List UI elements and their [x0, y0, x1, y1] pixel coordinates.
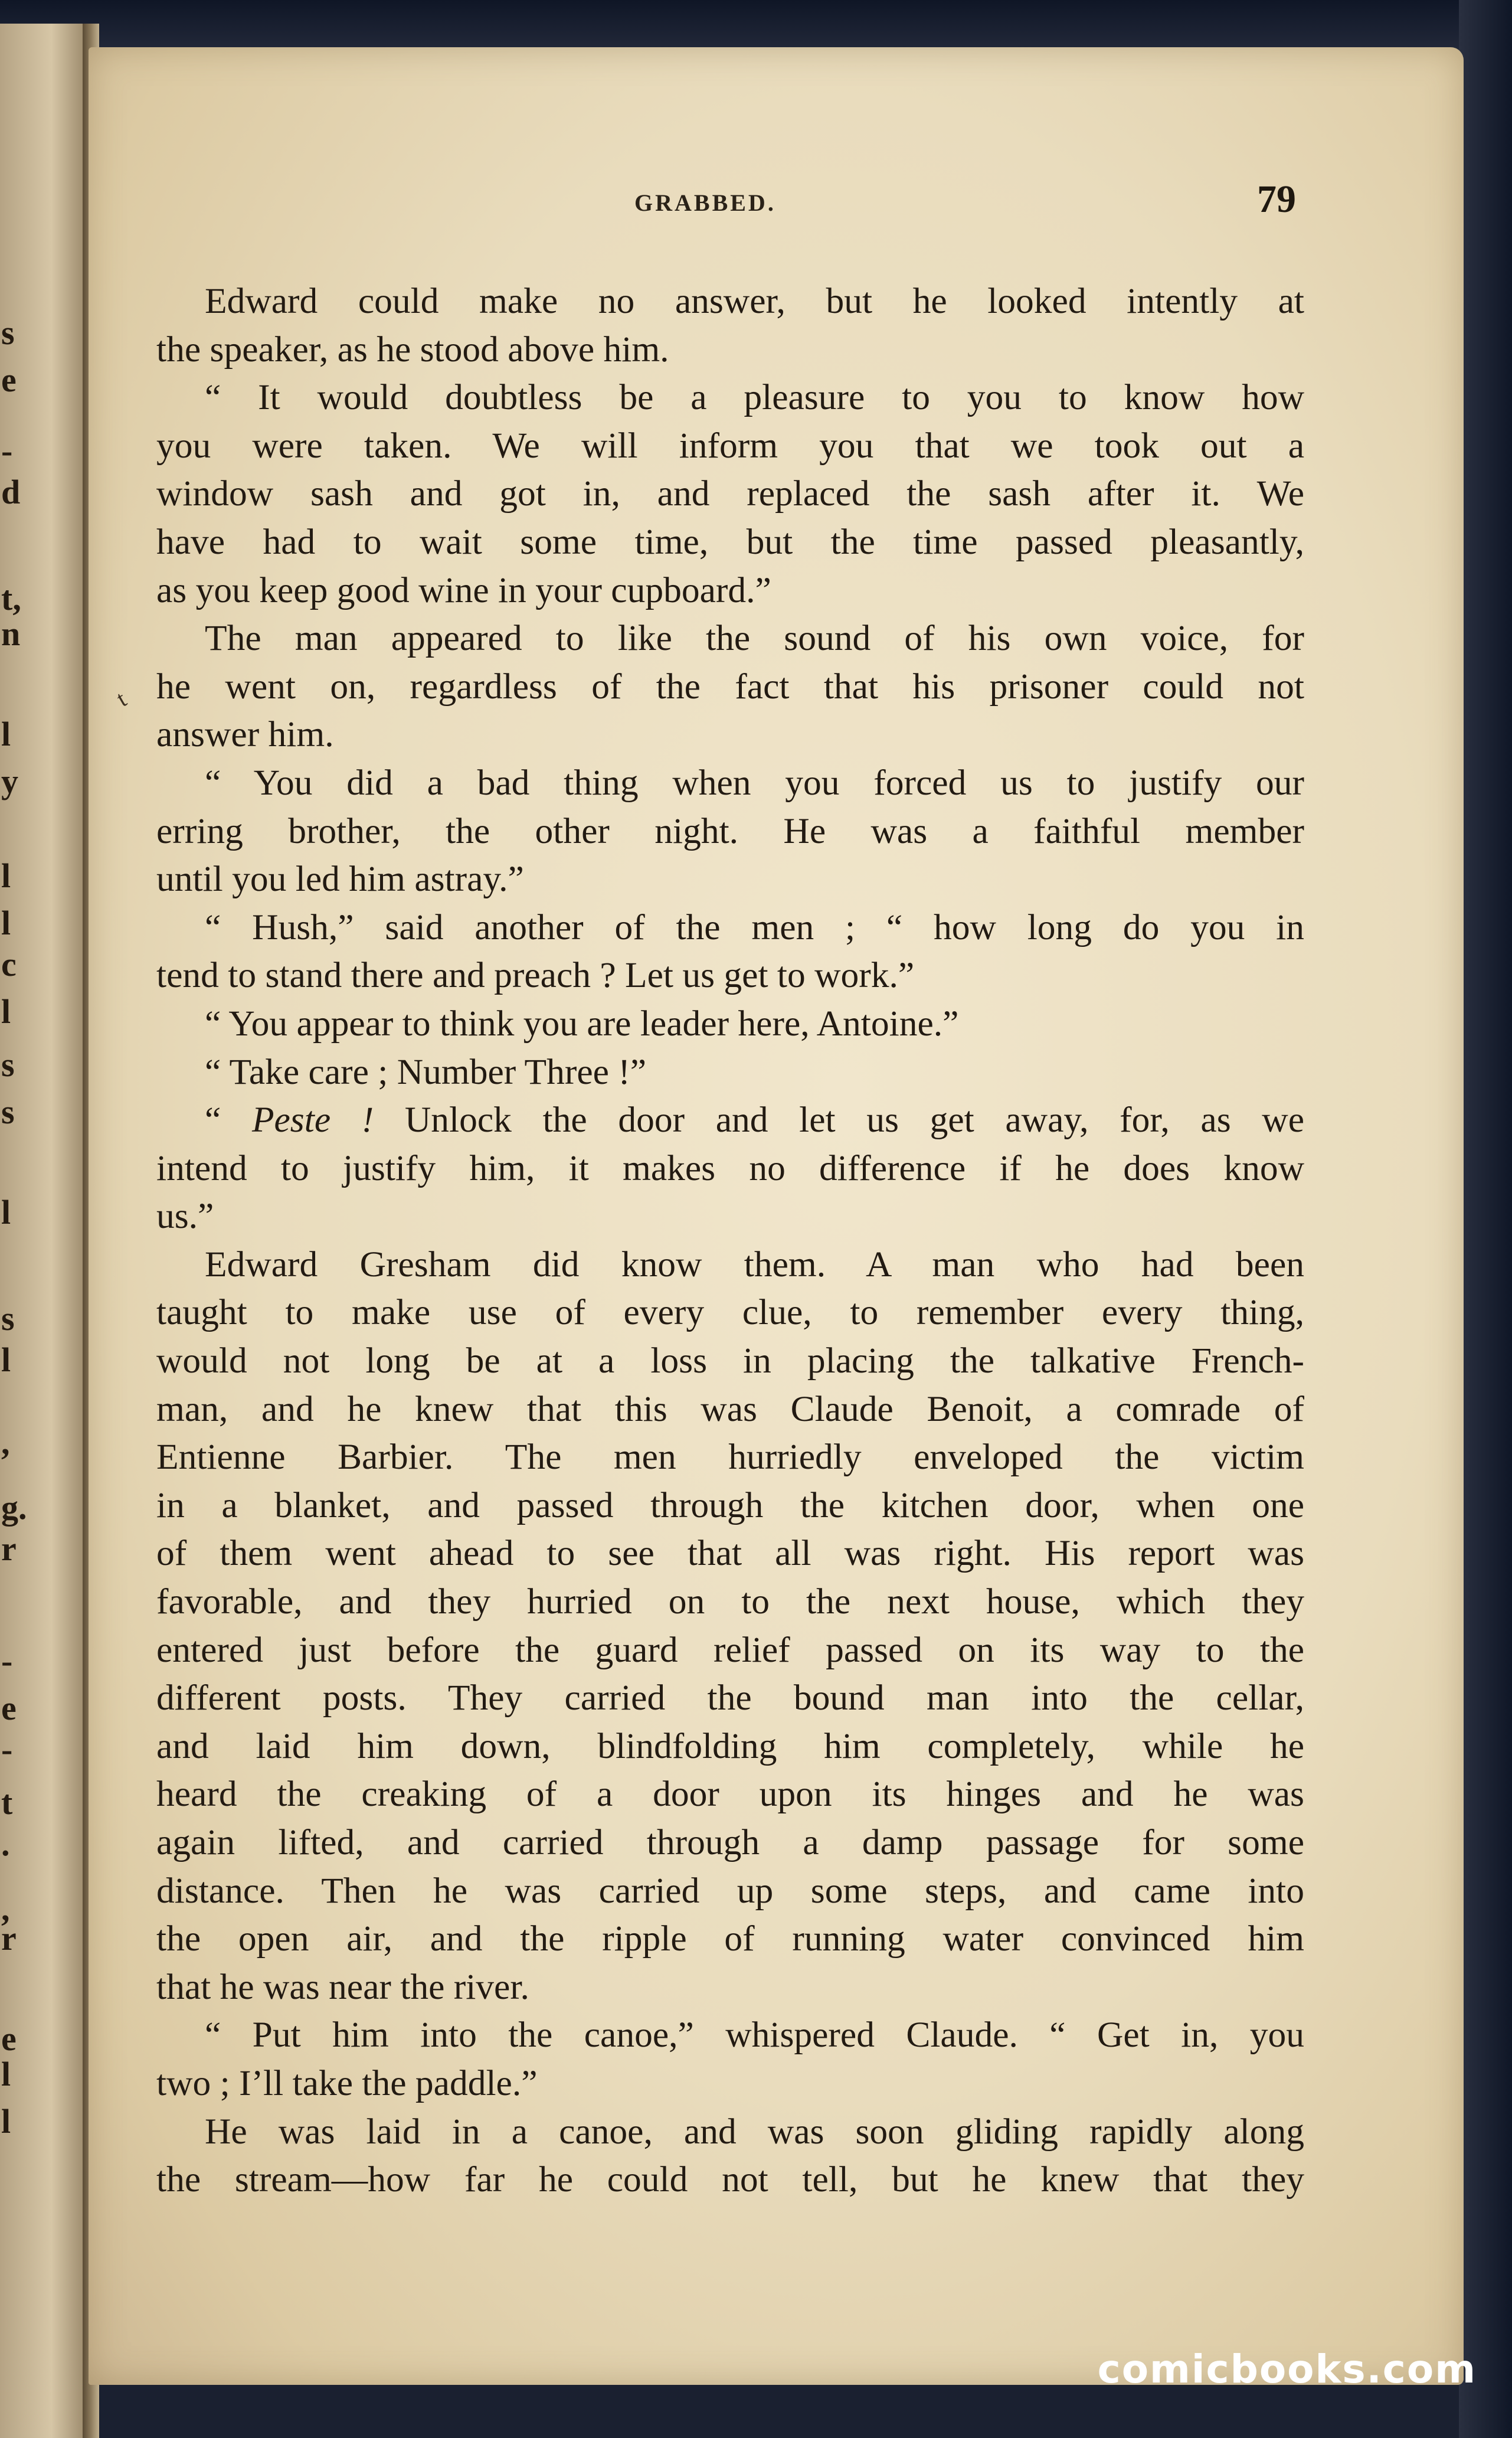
previous-page-fragment: s [1, 1093, 15, 1131]
previous-page-fragment: c [1, 945, 17, 983]
page-number: 79 [1257, 178, 1296, 221]
text-line: answer him. [156, 714, 334, 755]
previous-page-fragment: l [1, 1341, 11, 1379]
book-page [89, 47, 1464, 2385]
previous-page-fragment: - [1, 432, 13, 470]
text-line: intend to justify him, it makes no difference if he does know [156, 1148, 1304, 1188]
previous-page-fragment: l [1, 904, 11, 942]
previous-page-fragment: r [1, 1919, 17, 1957]
previous-page-fragment: - [1, 1730, 13, 1769]
previous-page-fragment: l [1, 992, 11, 1031]
text-line: He was laid in a canoe, and was soon gliding rapidly along [205, 2111, 1304, 2152]
body-text [156, 277, 1304, 2204]
text-line: “ You did a bad thing when you forced us to justify our [205, 762, 1304, 803]
text-line: in a blanket, and passed through the kitchen door, when one [156, 1485, 1304, 1525]
text-line: and laid him down, blindfolding him completely, while he [156, 1725, 1304, 1766]
background-right [1459, 0, 1512, 2438]
previous-page-fragment: , [1, 1890, 10, 1928]
text-line: favorable, and they hurried on to the next house, which they [156, 1581, 1304, 1622]
text-line: “ Take care ; Number Three !” [205, 1051, 647, 1092]
previous-page-fragment: l [1, 857, 11, 895]
previous-page-fragment: y [1, 762, 18, 800]
text-line: the stream—how far he could not tell, but he knew that they [156, 2159, 1304, 2200]
text-line: “ You appear to think you are leader here, Antoine.” [205, 1003, 959, 1044]
watermark: comicbooks.com [1097, 2347, 1477, 2392]
margin-mark: t [112, 685, 131, 712]
text-line: taught to make use of every clue, to remember every thing, [156, 1292, 1304, 1333]
text-line: The man appeared to like the sound of his own voice, for [205, 618, 1304, 659]
text-line: again lifted, and carried through a damp passage for some [156, 1822, 1304, 1862]
previous-page-fragment: s [1, 313, 15, 352]
text-line: erring brother, the other night. He was a faithful member [156, 811, 1304, 851]
text-line: tend to stand there and preach ? Let us get to work.” [156, 955, 915, 996]
previous-page-fragment: e [1, 2019, 17, 2058]
text-line: Edward Gresham did know them. A man who had been [205, 1244, 1304, 1285]
running-head: GRABBED. [634, 189, 776, 216]
text-line: “ It would doubtless be a pleasure to you to know how [205, 377, 1304, 418]
previous-page-fragment: d [1, 473, 21, 511]
text-line: that he was near the river. [156, 1966, 529, 2007]
text-line: would not long be at a loss in placing the talkative French- [156, 1341, 1304, 1381]
previous-page-fragment: e [1, 1689, 17, 1727]
text-line: man, and he knew that this was Claude Benoit, a comrade of [156, 1388, 1304, 1429]
text-line: distance. Then he was carried up some steps, and came into [156, 1870, 1304, 1911]
page-header [89, 177, 1464, 230]
text-line: entered just before the guard relief passed on its way to the [156, 1629, 1304, 1670]
previous-page-fragment: l [1, 1193, 11, 1231]
text-line: Edward could make no answer, but he looked intently at [205, 281, 1304, 321]
text-line: different posts. They carried the bound man into the cellar, [156, 1678, 1304, 1718]
previous-page-fragment: . [1, 1825, 10, 1863]
background-top [0, 0, 1512, 53]
text-line: as you keep good wine in your cupboard.” [156, 570, 771, 610]
previous-page-fragment: e [1, 361, 17, 399]
text-line: until you led him astray.” [156, 859, 524, 900]
text-line: have had to wait some time, but the time passed pleasantly, [156, 521, 1304, 562]
previous-page-fragment: s [1, 1299, 15, 1338]
previous-page-fragment: g. [1, 1488, 27, 1527]
text-line: heard the creaking of a door upon its hinges and he was [156, 1774, 1304, 1815]
previous-page-fragment: r [1, 1530, 17, 1568]
text-line: “ Peste ! Unlock the door and let us get away, for, as we [205, 1100, 1304, 1140]
previous-page-fragment: n [1, 615, 21, 653]
text-line: Entienne Barbier. The men hurriedly enveloped the victim [156, 1437, 1304, 1478]
text-line: you were taken. We will inform you that we took out a [156, 425, 1304, 466]
text-line: the speaker, as he stood above him. [156, 329, 669, 370]
text-line: of them went ahead to see that all was right. His report was [156, 1533, 1304, 1574]
previous-page-fragment: l [1, 715, 11, 753]
text-line: “ Put him into the canoe,” whispered Claude. “ Get in, you [205, 2015, 1304, 2055]
previous-page-fragment: l [1, 2055, 11, 2093]
text-line: “ Hush,” said another of the men ; “ how long do you in [205, 907, 1304, 947]
previous-page-fragment: t [1, 1783, 13, 1822]
previous-page-fragment: l [1, 2102, 11, 2140]
previous-page-edge [0, 24, 86, 2438]
previous-page-fragment: , [1, 1423, 10, 1462]
previous-page-fragment: t, [1, 579, 21, 617]
previous-page-fragment: s [1, 1045, 15, 1084]
text-line: us.” [156, 1196, 214, 1237]
text-line: two ; I’ll take the paddle.” [156, 2063, 538, 2103]
text-line: window sash and got in, and replaced the sash after it. We [156, 473, 1304, 514]
previous-page-fragment: - [1, 1642, 13, 1680]
text-line: he went on, regardless of the fact that his prisoner could not [156, 666, 1304, 707]
text-line: the open air, and the ripple of running water convinced him [156, 1919, 1304, 1959]
